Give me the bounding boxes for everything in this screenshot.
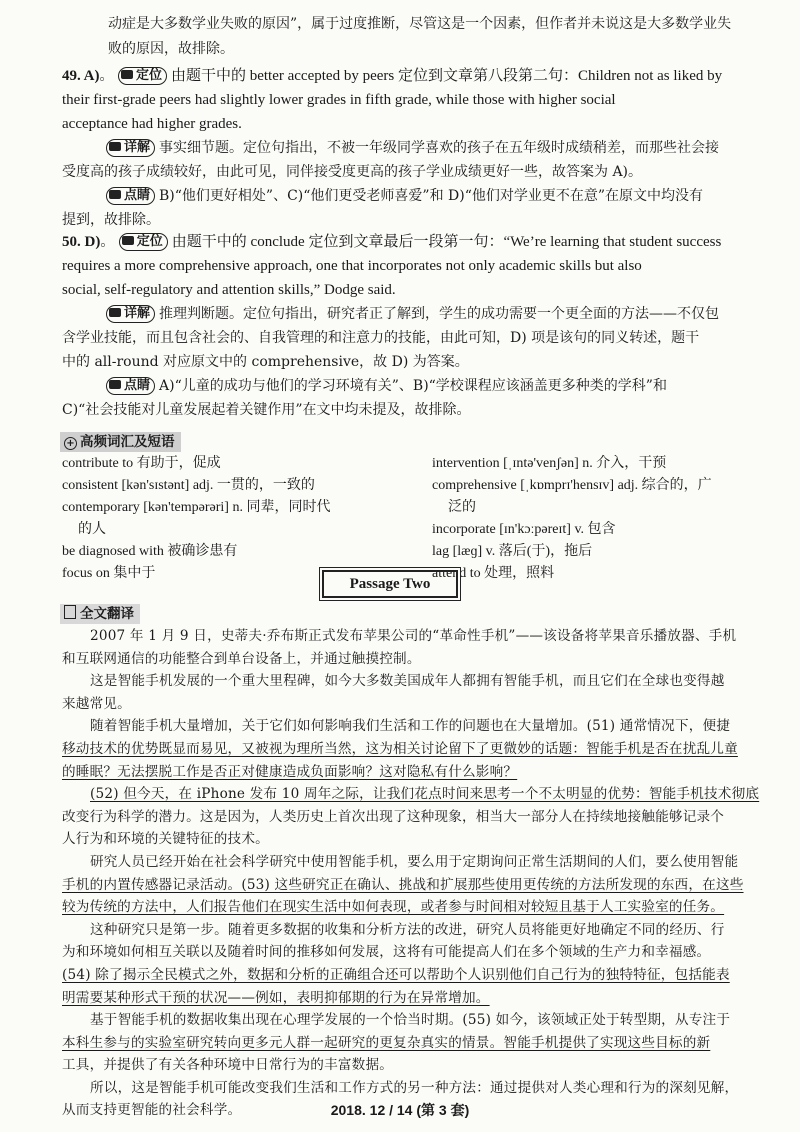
vocab-item: lag [læɡ] v. 落后(于)，拖后	[432, 544, 593, 559]
translation-line: 移动技术的优势既显而易见，又被视为理所当然，这为相关讨论留下了更微妙的话题：智能手机是否在扰乱儿童	[62, 740, 738, 757]
translation-body	[62, 625, 774, 1122]
translation-line: 较为传统的方法中，人们报告他们在现实生活中如何表现，或者参与时间相对较短且基于人工实验室的任务。	[62, 899, 725, 916]
q50-detail-line-2: 含学业技能，而且包含社会的、自我管理的和注意力的技能，由此可知，D) 项是该句的同义转述，题干	[62, 330, 700, 346]
book-icon	[109, 142, 121, 151]
translation-line: 研究人员已经开始在社会科学研究中使用智能手机，要么用于定期询问正常生活期间的人们，要么使用智能	[90, 853, 739, 870]
vocab-item: be diagnosed with 被确诊患有	[62, 544, 238, 559]
translation-line: (54) 除了揭示全民模式之外，数据和分析的正确组合还可以帮助个人识别他们自己行为的独特特征，包括能表	[62, 966, 730, 983]
q50-locate-line-2: requires a more comprehensive approach, one that incorporates not only academic skills but also	[62, 258, 642, 274]
translation-line: 明需要某种形式干预的状况——例如，表明抑郁期的行为在异常增加。	[62, 989, 490, 1006]
translation-line: 改变行为科学的潜力。这是因为，人类历史上首次出现了这种现象，相当大一部分人在持续地接触能够记录个	[62, 808, 725, 825]
q50-point-line-2: C)“社会技能对儿童发展起着关键作用”在文中均未提及，故排除。	[62, 402, 471, 418]
vocab-item: focus on 集中于	[62, 566, 156, 581]
passage-title: Passage Two	[322, 570, 458, 598]
translation-heading: 全文翻译	[60, 604, 140, 624]
box-icon	[64, 605, 76, 619]
vocab-item: contemporary [kən'tempərəri] n. 同辈，同时代	[62, 500, 331, 515]
q50-point-tag: 点睛	[106, 377, 155, 395]
translation-line: 的睡眠？无法摆脱工作是否正对健康造成负面影响？这对隐私有什么影响？	[62, 763, 518, 780]
vocab-right-column	[432, 453, 712, 585]
vocab-item: contribute to 有助于，促成	[62, 456, 221, 471]
q49-point-tag: 点睛	[106, 187, 155, 205]
q49-point-row: 点睛 B)“他们更好相处”、C)“他们更受老师喜爱”和 D)“他们对学业更不在意”在原文中均没有	[106, 186, 703, 207]
q49-locate-row: 49. A)。 定位 由题干中的 better accepted by peers 定位到文章第八段第二句：Children not as liked by	[62, 68, 723, 84]
q49-number: 49. A)	[62, 68, 100, 84]
translation-line: 随着智能手机大量增加，关于它们如何影响我们生活和工作的问题也在大量增加。(51) 通常情况下，便捷	[90, 718, 731, 735]
translation-line: 和互联网通信的功能整合到单台设备上，并通过触摸控制。	[62, 650, 421, 667]
q49-detail-tag: 详解	[106, 139, 155, 157]
translation-line: 工具，并提供了有关各种环境中日常行为的丰富数据。	[62, 1057, 394, 1074]
vocab-item: 泛的	[448, 500, 476, 515]
q50-detail-row: 详解 推理判断题。定位句指出，研究者正了解到，学生的成功需要一个更全面的方法——不仅包	[106, 304, 719, 325]
q50-detail-line-3: 中的 all-round 对应原文中的 comprehensive，故 D) 为答案。	[62, 354, 469, 370]
q50-locate-line-3: social, self-regulatory and attention skills,” Dodge said.	[62, 282, 396, 298]
book-icon	[121, 70, 133, 79]
translation-line: 这种研究只是第一步。随着更多数据的收集和分析方法的改进，研究人员将能更好地确定不同的经历、行	[90, 921, 725, 938]
vocab-left-column	[62, 453, 330, 585]
vocab-item: consistent [kən'sɪstənt] adj. 一贯的，一致的	[62, 478, 315, 493]
translation-line: 人行为和环境的关键特征的技术。	[62, 831, 269, 848]
q50-locate-row: 50. D)。 定位 由题干中的 conclude 定位到文章最后一段第一句：“We’re learning that student success	[62, 234, 722, 250]
translation-line: 来越常见。	[62, 695, 131, 712]
translation-line: 这是智能手机发展的一个重大里程碑，如今大多数美国成年人都拥有智能手机，而且它们在全球也变得越	[90, 673, 725, 690]
q50-locate-tag: 定位	[119, 233, 168, 251]
vocab-item: 的人	[78, 522, 106, 537]
book-icon	[109, 380, 121, 389]
q50-detail-tag: 详解	[106, 305, 155, 323]
translation-line: 所以，这是智能手机可能改变我们生活和工作方式的另一种方法：通过提供对人类心理和行为的深刻见解，	[90, 1079, 739, 1096]
translation-line: 手机的内置传感器记录活动。(53) 这些研究正在确认、挑战和扩展那些使用更传统的方法所发现的东西，在这些	[62, 876, 744, 893]
translation-line: 从而支持更智能的社会科学。	[62, 1102, 242, 1119]
carryover-line-2: 败的原因，故排除。	[108, 41, 234, 57]
book-icon	[122, 236, 134, 245]
q49-detail-row: 详解 事实细节题。定位句指出，不被一年级同学喜欢的孩子在五年级时成绩稍差，而那些社会接	[106, 138, 719, 159]
q49-locate-text: 由题干中的 better accepted by peers 定位到文章第八段第二句：Children not as liked by	[170, 68, 723, 84]
vocab-heading: + 高频词汇及短语	[60, 432, 181, 452]
carryover-line-1: 动症是大多数学业失败的原因”，属于过度推断，尽管这是一个因素，但作者并未说这是大多数学业失	[108, 16, 732, 32]
translation-line: 为和环境如何相互关联以及随着时间的推移如何发展，这将有可能提高人们在多个领域的生产力和幸福感。	[62, 944, 711, 961]
book-icon	[109, 308, 121, 317]
vocab-item: comprehensive [ˌkɒmprɪ'hensɪv] adj. 综合的，广	[432, 478, 712, 493]
translation-line: (52) 但今天，在 iPhone 发布 10 周年之际，让我们花点时间来思考一个不太明显的优势：智能手机技术彻底	[90, 786, 760, 803]
vocab-item: intervention [ˌɪntə'venʃən] n. 介入，干预	[432, 456, 667, 471]
plus-circle-icon: +	[64, 437, 77, 450]
q49-locate-tag: 定位	[118, 67, 167, 85]
q50-point-row: 点睛 A)“儿童的成功与他们的学习环境有关”、B)“学校课程应该涵盖更多种类的学科”和	[106, 376, 667, 397]
translation-line: 基于智能手机的数据收集出现在心理学发展的一个恰当时期。(55) 如今，该领域正处于转型期，从专注于	[90, 1012, 731, 1029]
page-footer: 2018. 12 / 14 (第 3 套)	[330, 1102, 470, 1118]
translation-line: 本科生参与的实验室研究转向更多元人群一起研究的更复杂真实的情景。智能手机提供了实现这些目标的新	[62, 1034, 711, 1051]
translation-line: 2007 年 1 月 9 日，史蒂夫·乔布斯正式发布苹果公司的“革命性手机”——该设备将苹果音乐播放器、手机	[90, 628, 737, 644]
q50-number: 50. D)	[62, 234, 101, 250]
q50-locate-text: 由题干中的 conclude 定位到文章最后一段第一句：“We’re learning that student success	[171, 234, 722, 250]
vocab-item: incorporate [ɪn'kɔːpəreɪt] v. 包含	[432, 522, 616, 537]
q49-locate-line-3: acceptance had higher grades.	[62, 116, 242, 132]
vocab-item: attend to 处理，照料	[432, 566, 555, 581]
book-icon	[109, 190, 121, 199]
q49-point-line-2: 提到，故排除。	[62, 212, 160, 228]
q49-locate-line-2: their first-grade peers had slightly lower grades in fifth grade, while those with higher social	[62, 92, 616, 108]
q49-detail-line-2: 受度高的孩子成绩较好，由此可见，同伴接受度更高的孩子学业成绩更好一些，故答案为 A)。	[62, 164, 643, 180]
